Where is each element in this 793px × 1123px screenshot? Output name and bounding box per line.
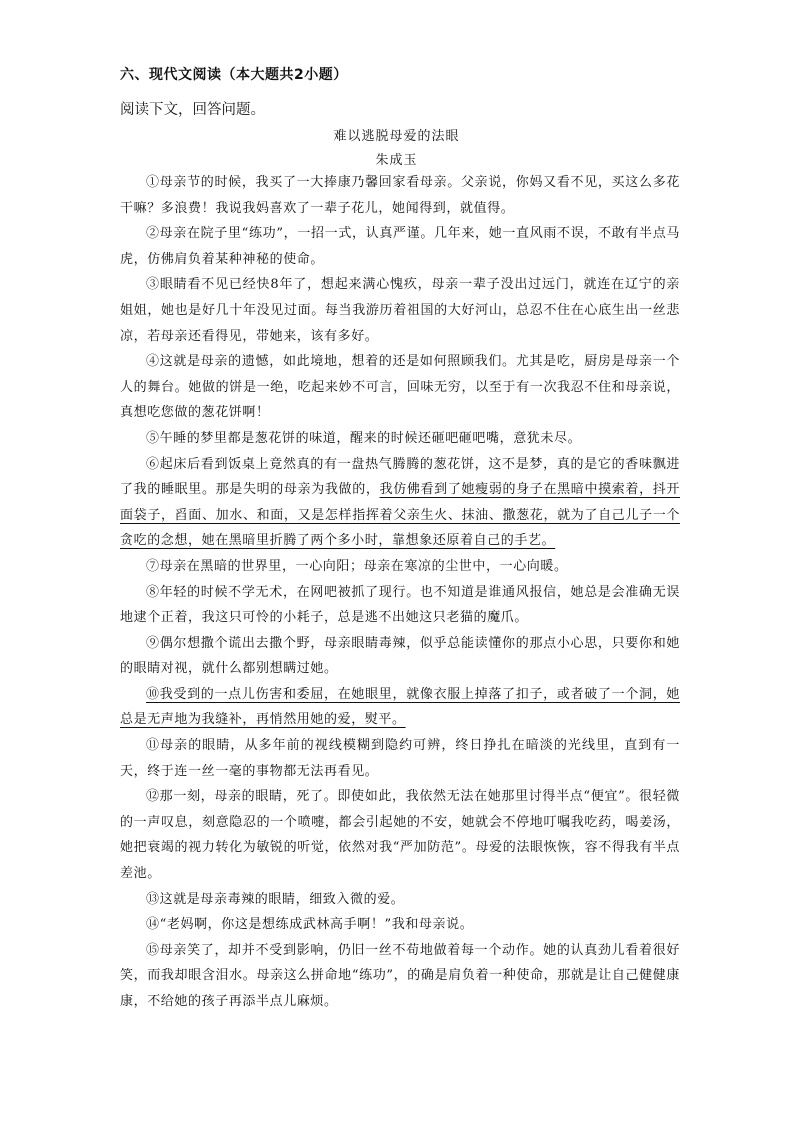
- article-title: 难以逃脱母爱的法眼: [333, 129, 460, 144]
- paragraph-1: ①母亲节的时候，我买了一大捧康乃馨回家看母亲。父亲说，你妈又看不见，买这么多花干嘛？多浪费！我说我妈喜欢了一辈子花儿，她闻得到，就值得。: [120, 175, 680, 216]
- paragraph-6-lead: ⑥起床后看到饭桌上竟然真的有一盘热气腾腾的葱花饼，这不是梦，真的是它的香味飘进了我的睡眠里。那是失明的母亲为我做的，: [120, 456, 680, 498]
- article-body: [120, 170, 680, 1015]
- paragraph-8: ⑧年轻的时候不学无术，在网吧被抓了现行。也不知道是谁通风报信，她总是会准确无误地逮个正着，我这只可怜的小耗子，总是逃不出她这只老猫的魔爪。: [120, 584, 680, 626]
- paragraph-6: [120, 452, 680, 554]
- paragraph-2: ②母亲在院子里“练功”，一招一式，认真严谨。几年来，她一直风雨不误，不敢有半点马虎，仿佛肩负着某种神秘的使命。: [120, 226, 680, 267]
- paragraph-4: ④这就是母亲的遗憾，如此境地，想着的还是如何照顾我们。尤其是吃，厨房是母亲一个人的舞台。她做的饼是一绝，吃起来妙不可言，回味无穷，以至于有一次我忍不住和母亲说，真想吃您做的葱花饼啊！: [120, 354, 680, 421]
- article-author: 朱成玉: [375, 153, 418, 168]
- paragraph-7: ⑦母亲在黑暗的世界里，一心向阳；母亲在寒凉的尘世中，一心向暖。: [146, 558, 568, 574]
- reading-instruction: 阅读下文，回答问题。: [120, 102, 265, 118]
- paragraph-6-underlined-passage: 我仿佛看到了她瘦弱的身子在黑暗中摸索着，抖开面袋子，舀面、加水、和面，又是怎样指挥着父亲生火、抹油、撒葱花，就为了自己儿子一个贪吃的念想，她在黑暗里折腾了两个多小时，靠想象还原着自己的手艺。: [120, 482, 681, 549]
- paragraph-10: [120, 682, 680, 733]
- paragraph-5: ⑤午睡的梦里都是葱花饼的味道，醒来的时候还砸吧砸吧嘴，意犹未尽。: [146, 430, 582, 446]
- paragraph-3: ③眼睛看不见已经快8年了，想起来满心愧疚，母亲一辈子没出过远门，就连在辽宁的亲姐姐，她也是好几十年没见过面。每当我游历着祖国的大好河山，总忍不住在心底生出一丝悲凉，若母亲还看得见，带她来，该有多好。: [120, 277, 680, 344]
- paragraph-15: ⑮母亲笑了，却并不受到影响，仍旧一丝不苟地做着每一个动作。她的认真劲儿看着很好笑，而我却眼含泪水。母亲这么拼命地“练功”，的确是肩负着一种使命，那就是让自己健健康康，不给她的孩子再添半点儿麻烦。: [120, 942, 680, 1009]
- paragraph-10-underlined-passage: ⑩我受到的一点儿伤害和委屈，在她眼里，就像衣服上掉落了扣子，或者破了一个洞，她总是无声地为我缝补，再悄然用她的爱，熨平。: [120, 686, 680, 728]
- paragraph-14: ⑭“老妈啊，你这是想练成武林高手啊！”我和母亲说。: [146, 917, 474, 933]
- paragraph-9: ⑨偶尔想撒个谎出去撒个野，母亲眼睛毒辣，似乎总能读懂你的那点小心思，只要你和她的眼睛对视，就什么都别想瞒过她。: [120, 635, 680, 677]
- paragraph-11: ⑪母亲的眼睛，从多年前的视线模糊到隐约可辨，终日挣扎在暗淡的光线里，直到有一天，终于连一丝一毫的事物都无法再看见。: [120, 738, 680, 779]
- paragraph-13: ⑬这就是母亲毒辣的眼睛，细致入微的爱。: [146, 891, 405, 907]
- section-title: 六、现代文阅读（本大题共2小题）: [120, 67, 348, 83]
- paragraph-12: ⑫那一刻，母亲的眼睛，死了。即使如此，我依然无法在她那里讨得半点“便宜”。很轻微的一声叹息，刻意隐忍的一个喷嚏，都会引起她的不安，她就会不停地叮嘱我吃药，喝姜汤，她把衰竭的视力转化为敏锐的听觉，依然对我“严加防范”。母爱的法眼恢恢，容不得我有半点差池。: [120, 789, 680, 882]
